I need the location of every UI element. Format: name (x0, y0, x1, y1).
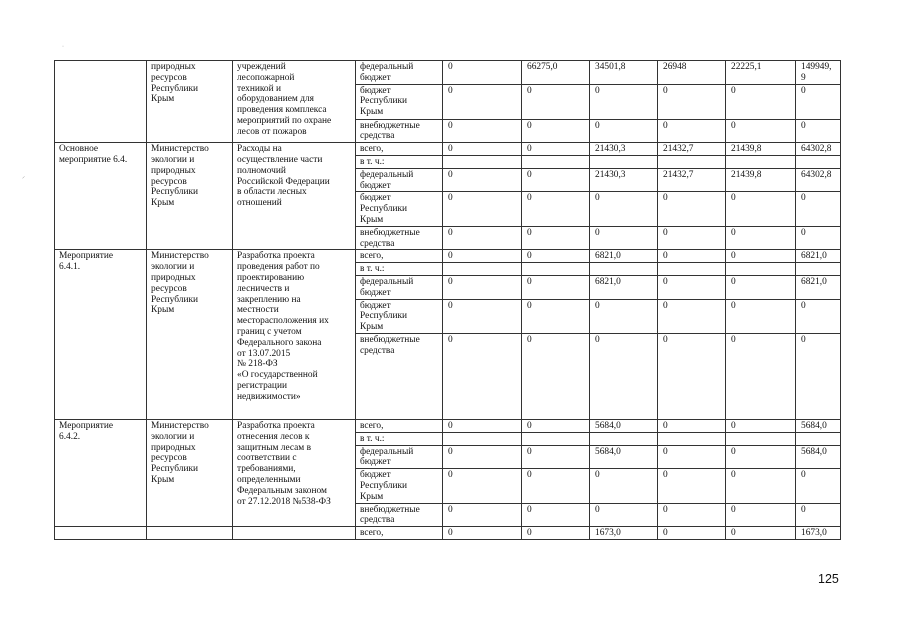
amount-cell (796, 155, 841, 168)
amount-cell: 0 (522, 143, 590, 156)
amount-cell: 21430,3 (590, 168, 658, 192)
table-row (55, 143, 841, 156)
amount-cell: 0 (443, 419, 522, 432)
amount-cell: 0 (522, 299, 590, 333)
amount-cell: 6821,0 (796, 250, 841, 263)
amount-cell: 0 (590, 84, 658, 119)
measure-name-cell: Основное мероприятие 6.4. (55, 143, 147, 250)
amount-cell: 0 (522, 527, 590, 540)
amount-cell: 21439,8 (726, 168, 796, 192)
description-cell: Разработка проекта проведения работ по проектированию лесничеств и закреплению на местности месторасположения их границ с учетом Федерального закона от 13.07.2015 № 218-ФЗ «О государственной регистрации недвижимости» (233, 250, 356, 420)
amount-cell: 0 (658, 119, 726, 143)
amount-cell: 0 (726, 84, 796, 119)
amount-cell: 0 (443, 192, 522, 226)
amount-cell: 0 (522, 168, 590, 192)
amount-cell: 0 (522, 275, 590, 299)
amount-cell: 0 (658, 333, 726, 419)
measure-name-cell (55, 527, 147, 540)
amount-cell: 0 (658, 192, 726, 226)
amount-cell: 0 (443, 250, 522, 263)
table-row (55, 250, 841, 263)
funding-source-cell: внебюджетные средства (356, 226, 443, 250)
executor-cell: природных ресурсов Республики Крым (147, 61, 233, 143)
amount-cell: 0 (726, 503, 796, 527)
measure-name-cell: Мероприятие 6.4.1. (55, 250, 147, 420)
amount-cell: 21432,7 (658, 143, 726, 156)
amount-cell: 0 (590, 226, 658, 250)
amount-cell: 0 (522, 226, 590, 250)
amount-cell: 0 (658, 250, 726, 263)
amount-cell: 0 (796, 119, 841, 143)
amount-cell (726, 432, 796, 445)
amount-cell (726, 155, 796, 168)
description-cell (233, 527, 356, 540)
amount-cell: 0 (443, 143, 522, 156)
funding-source-cell: внебюджетные средства (356, 333, 443, 419)
amount-cell (443, 263, 522, 276)
funding-source-cell: федеральный бюджет (356, 168, 443, 192)
amount-cell: 0 (522, 503, 590, 527)
amount-cell: 0 (443, 168, 522, 192)
amount-cell: 0 (726, 275, 796, 299)
funding-source-cell: внебюджетные средства (356, 119, 443, 143)
amount-cell: 0 (590, 192, 658, 226)
funding-source-cell: в т. ч.: (356, 432, 443, 445)
funding-source-cell: в т. ч.: (356, 155, 443, 168)
funding-source-cell: всего, (356, 527, 443, 540)
amount-cell (658, 263, 726, 276)
amount-cell: 0 (658, 527, 726, 540)
amount-cell: 5684,0 (590, 445, 658, 469)
amount-cell: 22225,1 (726, 61, 796, 85)
amount-cell: 0 (590, 119, 658, 143)
amount-cell: 21430,3 (590, 143, 658, 156)
table-row (55, 419, 841, 432)
amount-cell: 0 (443, 275, 522, 299)
amount-cell: 0 (658, 226, 726, 250)
amount-cell: 0 (726, 527, 796, 540)
amount-cell: 5684,0 (796, 419, 841, 432)
amount-cell: 0 (443, 299, 522, 333)
amount-cell: 5684,0 (796, 445, 841, 469)
amount-cell (590, 432, 658, 445)
amount-cell: 64302,8 (796, 168, 841, 192)
amount-cell: 0 (658, 84, 726, 119)
funding-source-cell: в т. ч.: (356, 263, 443, 276)
amount-cell: 0 (726, 119, 796, 143)
budget-table (54, 60, 841, 540)
amount-cell: 1673,0 (796, 527, 841, 540)
amount-cell: 64302,8 (796, 143, 841, 156)
amount-cell: 0 (522, 192, 590, 226)
executor-cell: Министерство экологии и природных ресурсов Республики Крым (147, 250, 233, 420)
funding-source-cell: федеральный бюджет (356, 445, 443, 469)
amount-cell: 6821,0 (796, 275, 841, 299)
amount-cell: 0 (658, 503, 726, 527)
amount-cell: 0 (522, 250, 590, 263)
measure-name-cell: Мероприятие 6.4.2. (55, 419, 147, 526)
amount-cell: 0 (522, 333, 590, 419)
funding-source-cell: федеральный бюджет (356, 275, 443, 299)
amount-cell: 6821,0 (590, 250, 658, 263)
amount-cell (522, 432, 590, 445)
amount-cell (590, 155, 658, 168)
funding-source-cell: бюджет Республики Крым (356, 84, 443, 119)
amount-cell: 66275,0 (522, 61, 590, 85)
amount-cell: 0 (522, 445, 590, 469)
amount-cell: 0 (590, 299, 658, 333)
table-row (55, 61, 841, 85)
funding-source-cell: всего, (356, 143, 443, 156)
amount-cell: 5684,0 (590, 419, 658, 432)
amount-cell (726, 263, 796, 276)
amount-cell: 0 (796, 299, 841, 333)
amount-cell: 0 (726, 299, 796, 333)
amount-cell: 0 (590, 503, 658, 527)
amount-cell: 0 (658, 275, 726, 299)
funding-source-cell: всего, (356, 419, 443, 432)
amount-cell: 0 (522, 119, 590, 143)
scan-speck: ⸝ (22, 174, 26, 180)
amount-cell: 0 (522, 84, 590, 119)
amount-cell: 21439,8 (726, 143, 796, 156)
scan-speck: · (62, 44, 64, 50)
amount-cell: 0 (522, 469, 590, 503)
amount-cell (522, 155, 590, 168)
amount-cell: 0 (443, 226, 522, 250)
amount-cell (590, 263, 658, 276)
executor-cell: Министерство экологии и природных ресурсов Республики Крым (147, 419, 233, 526)
amount-cell: 6821,0 (590, 275, 658, 299)
amount-cell: 26948 (658, 61, 726, 85)
amount-cell: 21432,7 (658, 168, 726, 192)
description-cell: Расходы на осуществление части полномочий Российской Федерации в области лесных отношений (233, 143, 356, 250)
amount-cell: 0 (726, 445, 796, 469)
amount-cell: 0 (443, 445, 522, 469)
amount-cell: 0 (796, 192, 841, 226)
amount-cell: 0 (658, 469, 726, 503)
amount-cell: 0 (726, 419, 796, 432)
measure-name-cell (55, 61, 147, 143)
amount-cell: 0 (443, 61, 522, 85)
amount-cell: 0 (590, 333, 658, 419)
funding-source-cell: бюджет Республики Крым (356, 469, 443, 503)
amount-cell: 0 (443, 527, 522, 540)
amount-cell: 0 (796, 333, 841, 419)
amount-cell: 0 (796, 84, 841, 119)
table-row (55, 527, 841, 540)
funding-source-cell: бюджет Республики Крым (356, 192, 443, 226)
amount-cell (443, 432, 522, 445)
amount-cell: 34501,8 (590, 61, 658, 85)
amount-cell: 149949,9 (796, 61, 841, 85)
page-number: 125 (818, 572, 839, 586)
executor-cell: Министерство экологии и природных ресурсов Республики Крым (147, 143, 233, 250)
amount-cell: 0 (796, 503, 841, 527)
funding-source-cell: всего, (356, 250, 443, 263)
amount-cell (796, 432, 841, 445)
amount-cell: 0 (726, 469, 796, 503)
funding-source-cell: федеральный бюджет (356, 61, 443, 85)
amount-cell: 0 (658, 445, 726, 469)
amount-cell: 1673,0 (590, 527, 658, 540)
amount-cell: 0 (726, 226, 796, 250)
amount-cell: 0 (443, 84, 522, 119)
amount-cell (522, 263, 590, 276)
amount-cell: 0 (590, 469, 658, 503)
amount-cell (658, 155, 726, 168)
amount-cell (796, 263, 841, 276)
amount-cell: 0 (796, 469, 841, 503)
amount-cell: 0 (443, 119, 522, 143)
funding-source-cell: бюджет Республики Крым (356, 299, 443, 333)
description-cell: Разработка проекта отнесения лесов к защитным лесам в соответствии с требованиями, определенными Федеральным законом от 27.12.2018 №538-ФЗ (233, 419, 356, 526)
amount-cell: 0 (796, 226, 841, 250)
amount-cell: 0 (726, 192, 796, 226)
amount-cell: 0 (522, 419, 590, 432)
executor-cell (147, 527, 233, 540)
description-cell: учреждений лесопожарной техникой и оборудованием для проведения комплекса мероприятий по охране лесов от пожаров (233, 61, 356, 143)
amount-cell: 0 (443, 469, 522, 503)
amount-cell: 0 (726, 333, 796, 419)
amount-cell: 0 (726, 250, 796, 263)
amount-cell: 0 (658, 299, 726, 333)
amount-cell: 0 (658, 419, 726, 432)
funding-source-cell: внебюджетные средства (356, 503, 443, 527)
amount-cell (658, 432, 726, 445)
amount-cell: 0 (443, 503, 522, 527)
amount-cell (443, 155, 522, 168)
amount-cell: 0 (443, 333, 522, 419)
